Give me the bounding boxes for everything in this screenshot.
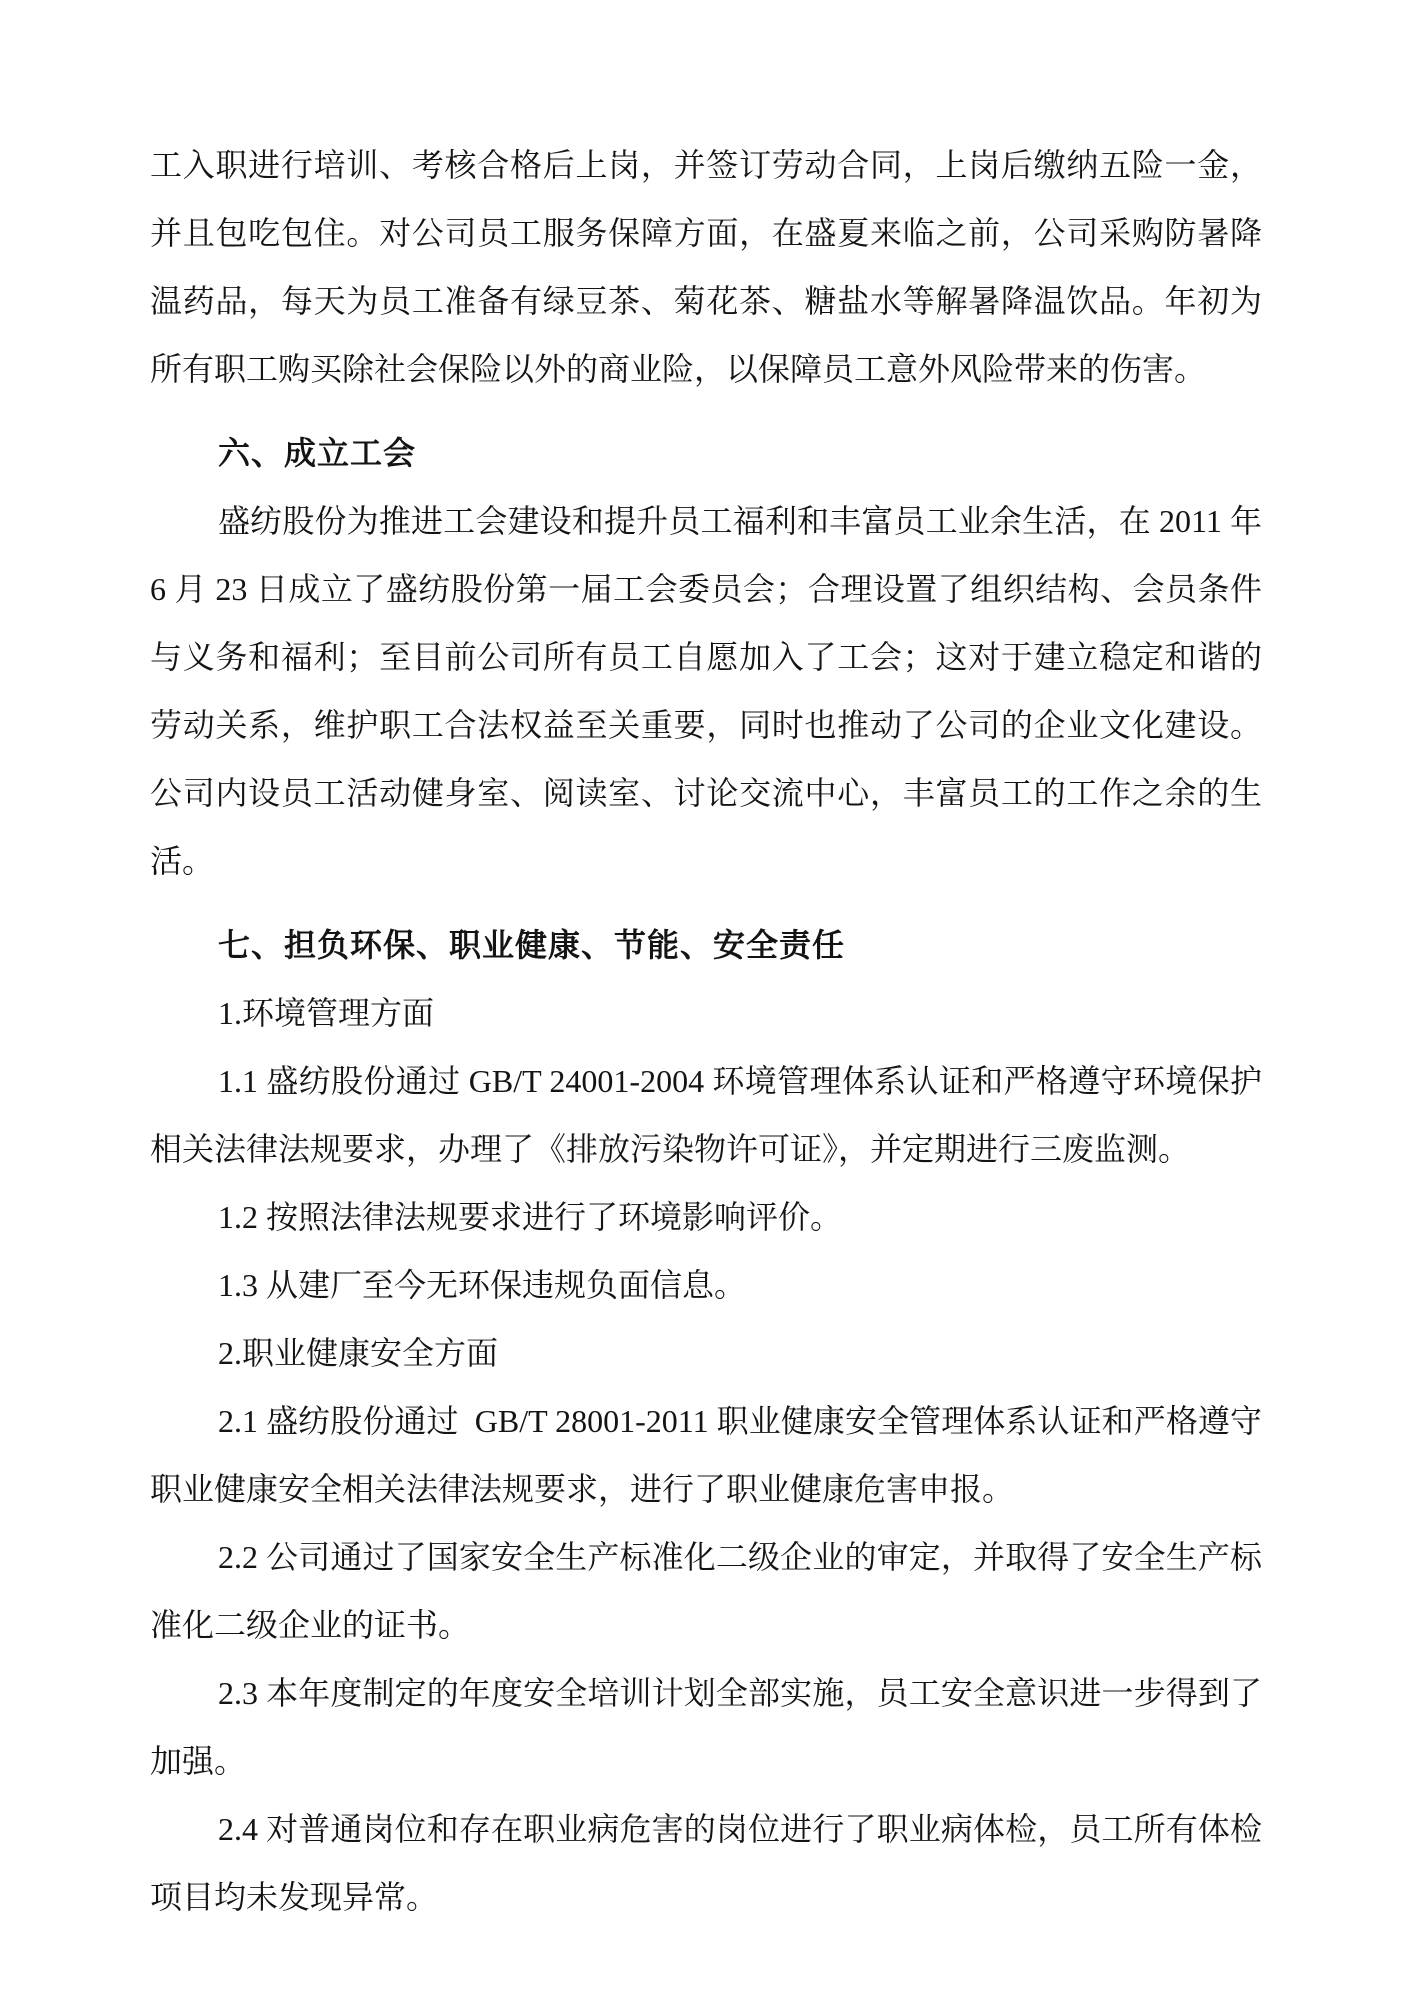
paragraph-item-1-3: 1.3 从建厂至今无环保违规负面信息。 [218,1267,747,1303]
paragraph-item-2-2: 2.2 公司通过了国家安全生产标准化二级企业的审定，并取得了安全生产标准化二级企业的证书。 [150,1539,1262,1643]
paragraph-occupational-health-title: 2.职业健康安全方面 [218,1335,499,1371]
paragraph-union-establishment: 盛纺股份为推进工会建设和提升员工福利和丰富员工业余生活，在 2011 年 6 月 23 日成立了盛纺股份第一届工会委员会；合理设置了组织结构、会员条件与义务和福利；至目前公司所有员工自愿加入了工会；这对于建立稳定和谐的劳动关系，维护职工合法权益至关重要，同时也推动了公司的企业文化建设。公司内设员工活动健身室、阅读室、讨论交流中心，丰富员工的工作之余的生活。 [150,503,1270,879]
paragraph-env-management-title: 1.环境管理方面 [218,995,435,1031]
section-heading-6-union: 六、成立工会 [218,435,417,471]
paragraph-item-1-2: 1.2 按照法律法规要求进行了环境影响评价。 [218,1199,843,1235]
paragraph-employee-welfare-continuation: 工入职进行培训、考核合格后上岗，并签订劳动合同，上岗后缴纳五险一金，并且包吃包住。对公司员工服务保障方面，在盛夏来临之前，公司采购防暑降温药品，每天为员工准备有绿豆茶、菊花茶、糖盐水等解暑降温饮品。年初为所有职工购买除社会保险以外的商业险，以保障员工意外风险带来的伤害。 [150,147,1262,387]
paragraph-item-2-4: 2.4 对普通岗位和存在职业病危害的岗位进行了职业病体检，员工所有体检项目均未发现异常。 [150,1811,1262,1915]
paragraph-item-1-1: 1.1 盛纺股份通过 GB/T 24001-2004 环境管理体系认证和严格遵守环境保护相关法律法规要求，办理了《排放污染物许可证》，并定期进行三废监测。 [150,1063,1262,1167]
section-heading-7-responsibility: 七、担负环保、职业健康、节能、安全责任 [218,927,846,963]
paragraph-item-2-3: 2.3 本年度制定的年度安全培训计划全部实施，员工安全意识进一步得到了加强。 [150,1675,1262,1779]
paragraph-item-2-1: 2.1 盛纺股份通过 GB/T 28001-2011 职业健康安全管理体系认证和严格遵守职业健康安全相关法律法规要求，进行了职业健康危害申报。 [150,1403,1262,1507]
